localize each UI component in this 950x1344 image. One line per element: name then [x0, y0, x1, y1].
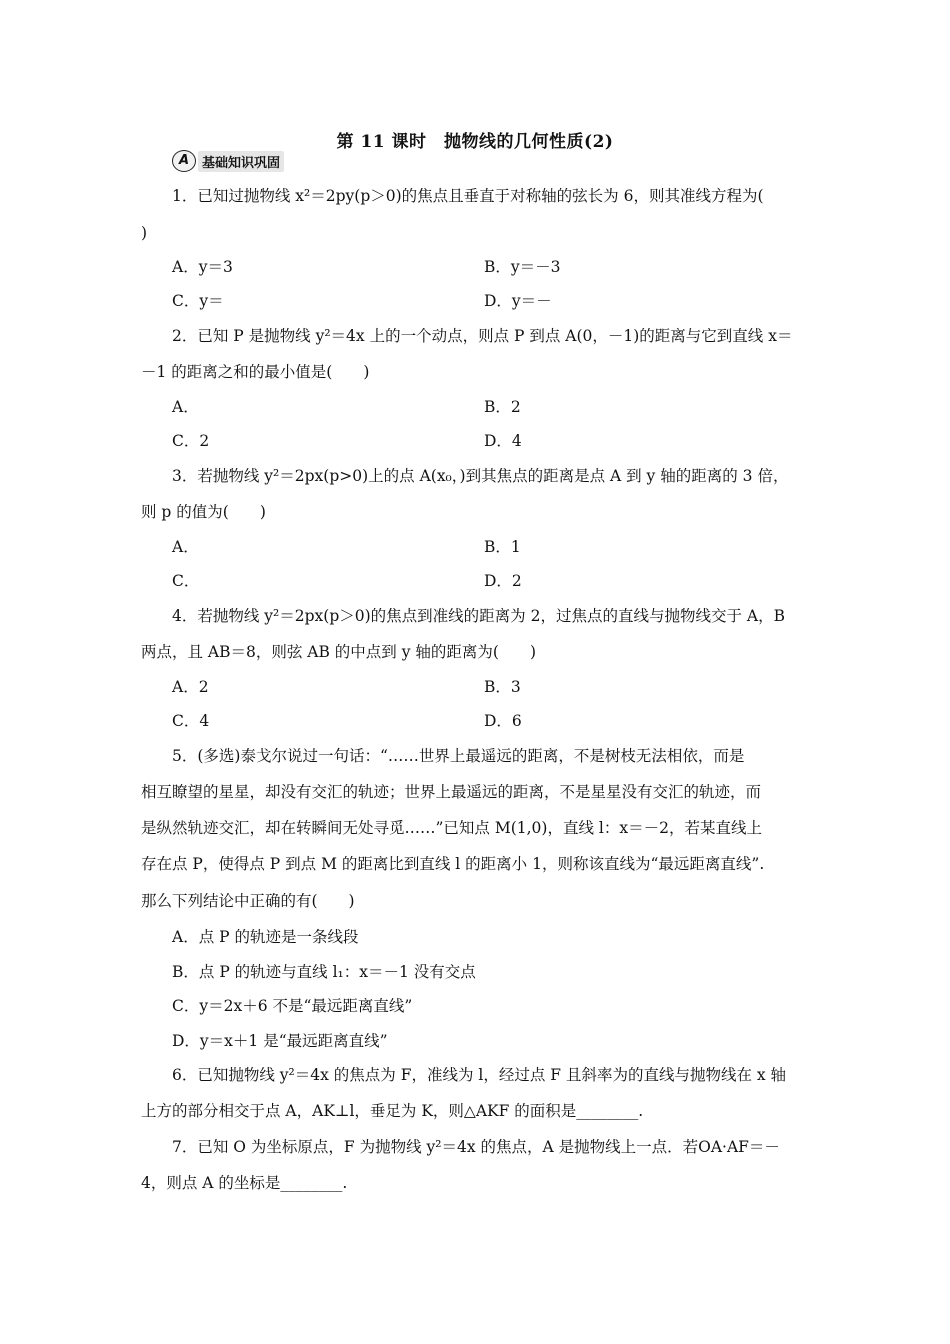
q4-option-d: D．6 — [484, 712, 522, 730]
section-label: 基础知识巩固 — [198, 151, 284, 172]
q4-option-b: B．3 — [484, 678, 521, 696]
section-letter-badge-icon: A — [172, 150, 196, 172]
q2-stem-line1: 2．已知 P 是抛物线 y²＝4x 上的一个动点，则点 P 到点 A(0，－1)的距离与它到直线 x＝ — [172, 327, 793, 345]
q2-option-a: A． — [172, 398, 199, 416]
q1-option-c: C．y＝ — [172, 292, 224, 310]
q4-option-c: C．4 — [172, 712, 210, 730]
page-title: 第 11 课时 抛物线的几何性质(2) — [336, 132, 614, 152]
q2-option-d: D．4 — [484, 432, 522, 450]
q3-option-d: D．2 — [484, 572, 522, 590]
q5-stem-line5: 那么下列结论中正确的有( ) — [141, 892, 355, 910]
q1-option-a: A．y＝3 — [172, 258, 233, 276]
q6-stem-line1: 6．已知抛物线 y²＝4x 的焦点为 F，准线为 l，经过点 F 且斜率为的直线与抛物线在 x 轴 — [172, 1066, 787, 1084]
q2-stem-line2: －1 的距离之和的最小值是( ) — [141, 363, 370, 381]
q7-stem-line2: 4，则点 A 的坐标是________. — [141, 1174, 348, 1192]
q4-stem-line1: 4．若抛物线 y²＝2px(p＞0)的焦点到准线的距离为 2，过焦点的直线与抛物线交于 A，B — [172, 607, 785, 625]
q5-option-a: A．点 P 的轨迹是一条线段 — [172, 928, 359, 946]
q3-stem-line2: 则 p 的值为( ) — [141, 503, 266, 521]
q3-option-b: B．1 — [484, 538, 521, 556]
q7-stem-line1: 7．已知 O 为坐标原点，F 为抛物线 y²＝4x 的焦点，A 是抛物线上一点．若OA·AF＝－ — [172, 1138, 780, 1156]
q2-option-b: B．2 — [484, 398, 521, 416]
q5-option-c: C．y＝2x＋6 不是“最远距离直线” — [172, 997, 413, 1015]
q3-option-a: A． — [172, 538, 199, 556]
q6-stem-line2: 上方的部分相交于点 A，AK⊥l，垂足为 K，则△AKF 的面积是________. — [141, 1102, 644, 1120]
q1-stem-line2: ) — [141, 224, 148, 242]
q5-option-d: D．y＝x＋1 是“最远距离直线” — [172, 1032, 388, 1050]
q1-option-d: D．y＝－ — [484, 292, 552, 310]
q3-stem-line1: 3．若抛物线 y²＝2px(p>0)上的点 A(x₀，)到其焦点的距离是点 A 到 y 轴的距离的 3 倍， — [172, 467, 789, 485]
q5-option-b: B．点 P 的轨迹与直线 l₁：x＝－1 没有交点 — [172, 963, 476, 981]
q3-option-c: C． — [172, 572, 200, 590]
q4-stem-line2: 两点，且 AB＝8，则弦 AB 的中点到 y 轴的距离为( ) — [141, 643, 537, 661]
q1-option-b: B．y＝－3 — [484, 258, 561, 276]
q5-stem-line2: 相互瞭望的星星，却没有交汇的轨迹；世界上最遥远的距离，不是星星没有交汇的轨迹，而 — [141, 783, 762, 801]
q5-stem-line1: 5．(多选)泰戈尔说过一句话：“……世界上最遥远的距离，不是树枝无法相依，而是 — [172, 747, 745, 765]
q5-stem-line4: 存在点 P，使得点 P 到点 M 的距离比到直线 l 的距离小 1，则称该直线为“最远距离直线”. — [141, 855, 765, 873]
q5-stem-line3: 是纵然轨迹交汇，却在转瞬间无处寻觅……”已知点 M(1,0)，直线 l：x＝－2，若某直线上 — [141, 819, 762, 837]
q2-option-c: C．2 — [172, 432, 210, 450]
q4-option-a: A．2 — [172, 678, 209, 696]
q1-stem-line1: 1．已知过抛物线 x²＝2py(p＞0)的焦点且垂直于对称轴的弦长为 6，则其准线方程为( — [172, 187, 764, 205]
